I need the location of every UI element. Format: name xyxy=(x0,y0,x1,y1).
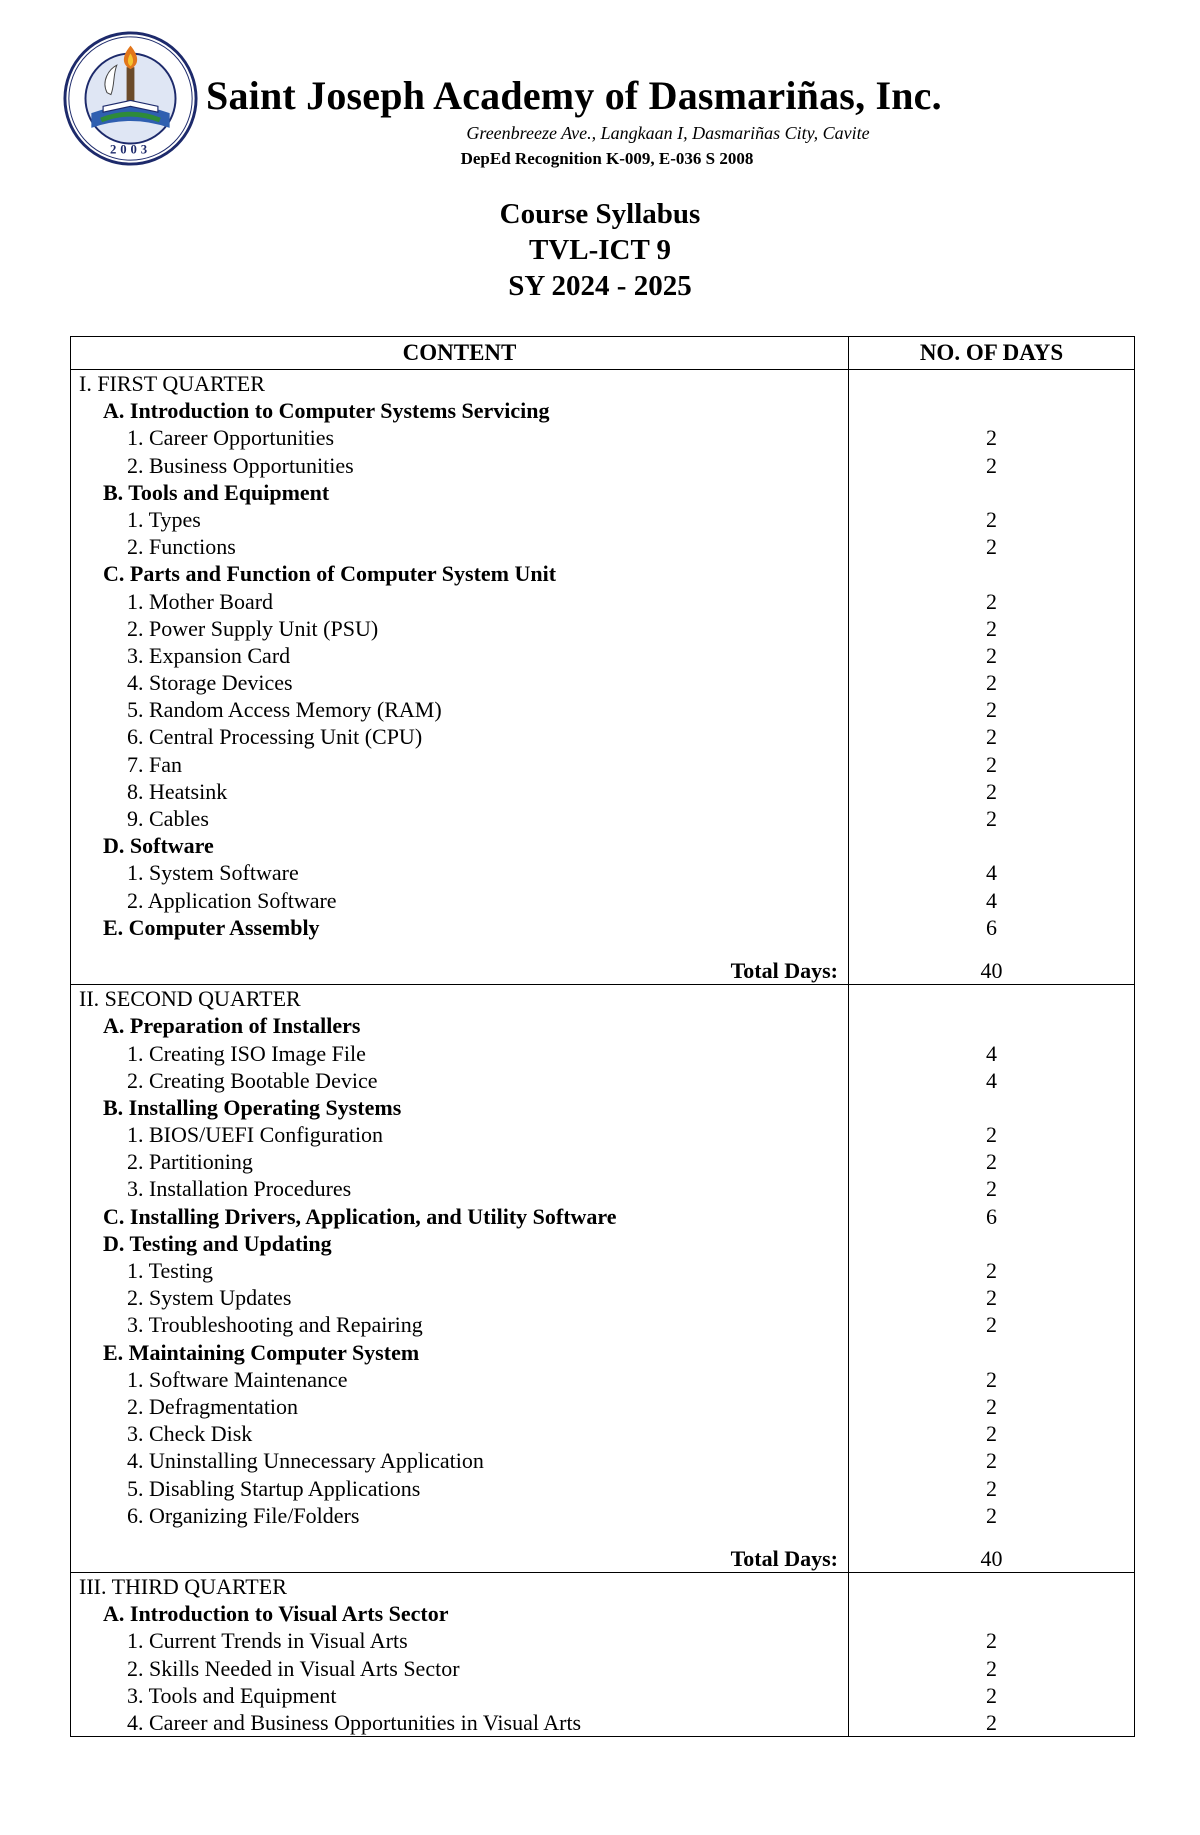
days-value xyxy=(849,1094,1134,1121)
section-title: D. Testing and Updating xyxy=(103,1230,332,1256)
section-title: A. Preparation of Installers xyxy=(103,1013,361,1039)
syllabus-item: 2. Business Opportunities xyxy=(127,452,354,478)
days-value: 2 xyxy=(986,724,997,750)
syllabus-item: 2. Defragmentation xyxy=(127,1393,299,1419)
syllabus-item: 3. Troubleshooting and Repairing xyxy=(127,1312,423,1338)
days-value: 2 xyxy=(986,506,997,532)
days-value: 2 xyxy=(986,697,997,723)
days-value xyxy=(849,1573,1134,1600)
days-value: 2 xyxy=(986,1149,997,1175)
days-value: 2 xyxy=(986,1655,997,1681)
syllabus-table xyxy=(70,336,1135,1737)
days-value xyxy=(849,1012,1134,1039)
quarter-title: II. SECOND QUARTER xyxy=(79,986,301,1012)
document-header xyxy=(0,0,1200,180)
days-value: 2 xyxy=(986,425,997,451)
deped-recognition: DepEd Recognition K-009, E-036 S 2008 xyxy=(460,149,754,168)
days-value xyxy=(849,370,1134,397)
days-value: 2 xyxy=(986,1448,997,1474)
svg-text:2003: 2003 xyxy=(109,142,152,157)
days-value: 2 xyxy=(986,588,997,614)
days-value xyxy=(849,479,1134,506)
syllabus-item: 5. Disabling Startup Applications xyxy=(127,1475,421,1501)
days-value: 4 xyxy=(986,860,997,886)
syllabus-item: 1. Career Opportunities xyxy=(127,425,335,451)
quarter-content-cell xyxy=(71,1573,849,1737)
days-value: 2 xyxy=(986,1628,997,1654)
section-title: C. Installing Drivers, Application, and Utility Software xyxy=(103,1203,617,1229)
title-school-year: SY 2024 - 2025 xyxy=(508,270,692,302)
section-title: E. Computer Assembly xyxy=(103,914,320,940)
syllabus-item: 1. Current Trends in Visual Arts xyxy=(127,1628,408,1654)
days-value: 4 xyxy=(986,1040,997,1066)
section-title: A. Introduction to Computer Systems Servicing xyxy=(103,398,550,424)
syllabus-item: 1. BIOS/UEFI Configuration xyxy=(127,1122,384,1148)
days-value xyxy=(849,832,1134,859)
section-title: B. Installing Operating Systems xyxy=(103,1094,402,1120)
syllabus-item: 4. Career and Business Opportunities in Visual Arts xyxy=(127,1710,582,1735)
syllabus-item: 1. System Software xyxy=(127,860,299,886)
days-value: 2 xyxy=(986,615,997,641)
days-value: 2 xyxy=(986,1393,997,1419)
days-value: 2 xyxy=(986,778,997,804)
syllabus-item: 2. Creating Bootable Device xyxy=(127,1067,378,1093)
days-value: 40 xyxy=(980,957,1003,983)
days-value: 4 xyxy=(986,887,997,913)
total-days-label: Total Days: xyxy=(730,957,838,983)
title-subject: TVL-ICT 9 xyxy=(528,234,672,266)
section-title: D. Software xyxy=(103,833,214,859)
quarter-row xyxy=(71,1573,1135,1737)
days-value: 4 xyxy=(986,1067,997,1093)
title-course-syllabus: Course Syllabus xyxy=(499,198,701,230)
days-value: 2 xyxy=(986,534,997,560)
quarter-row xyxy=(71,370,1135,985)
days-value xyxy=(849,1230,1134,1257)
days-value: 2 xyxy=(986,1421,997,1447)
syllabus-item: 3. Expansion Card xyxy=(127,642,291,668)
quarter-content-cell xyxy=(71,370,849,985)
syllabus-item: 9. Cables xyxy=(127,806,209,831)
days-value: 2 xyxy=(986,751,997,777)
days-value: 2 xyxy=(986,452,997,478)
days-value: 2 xyxy=(986,1285,997,1311)
syllabus-item: 7. Fan xyxy=(127,751,182,777)
document-title xyxy=(0,196,1200,304)
syllabus-item: 2. Functions xyxy=(127,534,236,560)
quarter-days-cell xyxy=(849,370,1135,985)
syllabus-item: 1. Software Maintenance xyxy=(127,1366,348,1392)
table-header-row xyxy=(71,337,1135,370)
syllabus-item: 1. Creating ISO Image File xyxy=(127,1040,366,1066)
days-value: 2 xyxy=(986,1682,997,1708)
section-title: B. Tools and Equipment xyxy=(103,479,330,505)
quarter-content-cell xyxy=(71,985,849,1573)
syllabus-item: 1. Mother Board xyxy=(127,588,274,614)
syllabus-item: 6. Organizing File/Folders xyxy=(127,1502,360,1528)
days-value: 2 xyxy=(986,1502,997,1528)
days-column-header: NO. OF DAYS xyxy=(849,337,1135,370)
days-value: 40 xyxy=(980,1545,1003,1571)
days-value: 2 xyxy=(986,670,997,696)
syllabus-item: 1. Types xyxy=(127,506,201,532)
syllabus-item: 3. Check Disk xyxy=(127,1421,253,1447)
syllabus-body xyxy=(71,370,1135,1737)
days-value: 2 xyxy=(986,1122,997,1148)
syllabus-item: 6. Central Processing Unit (CPU) xyxy=(127,724,423,750)
days-value: 2 xyxy=(986,1258,997,1283)
quarter-row xyxy=(71,985,1135,1573)
total-days-label: Total Days: xyxy=(730,1545,838,1571)
quarter-days-cell xyxy=(849,1573,1135,1737)
syllabus-item: 5. Random Access Memory (RAM) xyxy=(127,697,442,723)
days-value: 2 xyxy=(986,1475,997,1501)
school-seal-logo xyxy=(62,30,199,167)
days-value: 2 xyxy=(986,1366,997,1392)
quarter-title: I. FIRST QUARTER xyxy=(79,371,265,396)
syllabus-item: 3. Installation Procedures xyxy=(127,1176,352,1202)
days-value: 6 xyxy=(986,914,997,940)
syllabus-item: 1. Testing xyxy=(127,1258,214,1283)
days-value xyxy=(849,1600,1134,1627)
syllabus-item: 2. Application Software xyxy=(127,887,337,913)
syllabus-item: 2. System Updates xyxy=(127,1285,292,1311)
days-value: 2 xyxy=(986,642,997,668)
days-value: 2 xyxy=(986,806,997,831)
school-name: Saint Joseph Academy of Dasmariñas, Inc. xyxy=(206,73,942,118)
syllabus-item: 2. Skills Needed in Visual Arts Sector xyxy=(127,1655,460,1681)
quarter-title: III. THIRD QUARTER xyxy=(79,1574,287,1600)
syllabus-item: 8. Heatsink xyxy=(127,778,228,804)
days-value xyxy=(849,1339,1134,1366)
days-value: 2 xyxy=(986,1176,997,1202)
days-value: 2 xyxy=(986,1312,997,1338)
section-title: A. Introduction to Visual Arts Sector xyxy=(103,1601,449,1627)
school-address: Greenbreeze Ave., Langkaan I, Dasmariñas City, Cavite xyxy=(466,123,870,143)
days-value: 2 xyxy=(986,1710,997,1735)
days-value xyxy=(849,985,1134,1012)
section-title: C. Parts and Function of Computer System Unit xyxy=(103,561,557,587)
days-value xyxy=(849,560,1134,587)
syllabus-item: 2. Partitioning xyxy=(127,1149,253,1175)
content-column-header: CONTENT xyxy=(71,337,849,370)
syllabus-item: 2. Power Supply Unit (PSU) xyxy=(127,615,379,641)
section-title: E. Maintaining Computer System xyxy=(103,1339,420,1365)
days-value: 6 xyxy=(986,1203,997,1229)
syllabus-item: 3. Tools and Equipment xyxy=(127,1682,337,1708)
days-value xyxy=(849,397,1134,424)
syllabus-item: 4. Uninstalling Unnecessary Application xyxy=(127,1448,484,1474)
syllabus-item: 4. Storage Devices xyxy=(127,670,293,696)
quarter-days-cell xyxy=(849,985,1135,1573)
